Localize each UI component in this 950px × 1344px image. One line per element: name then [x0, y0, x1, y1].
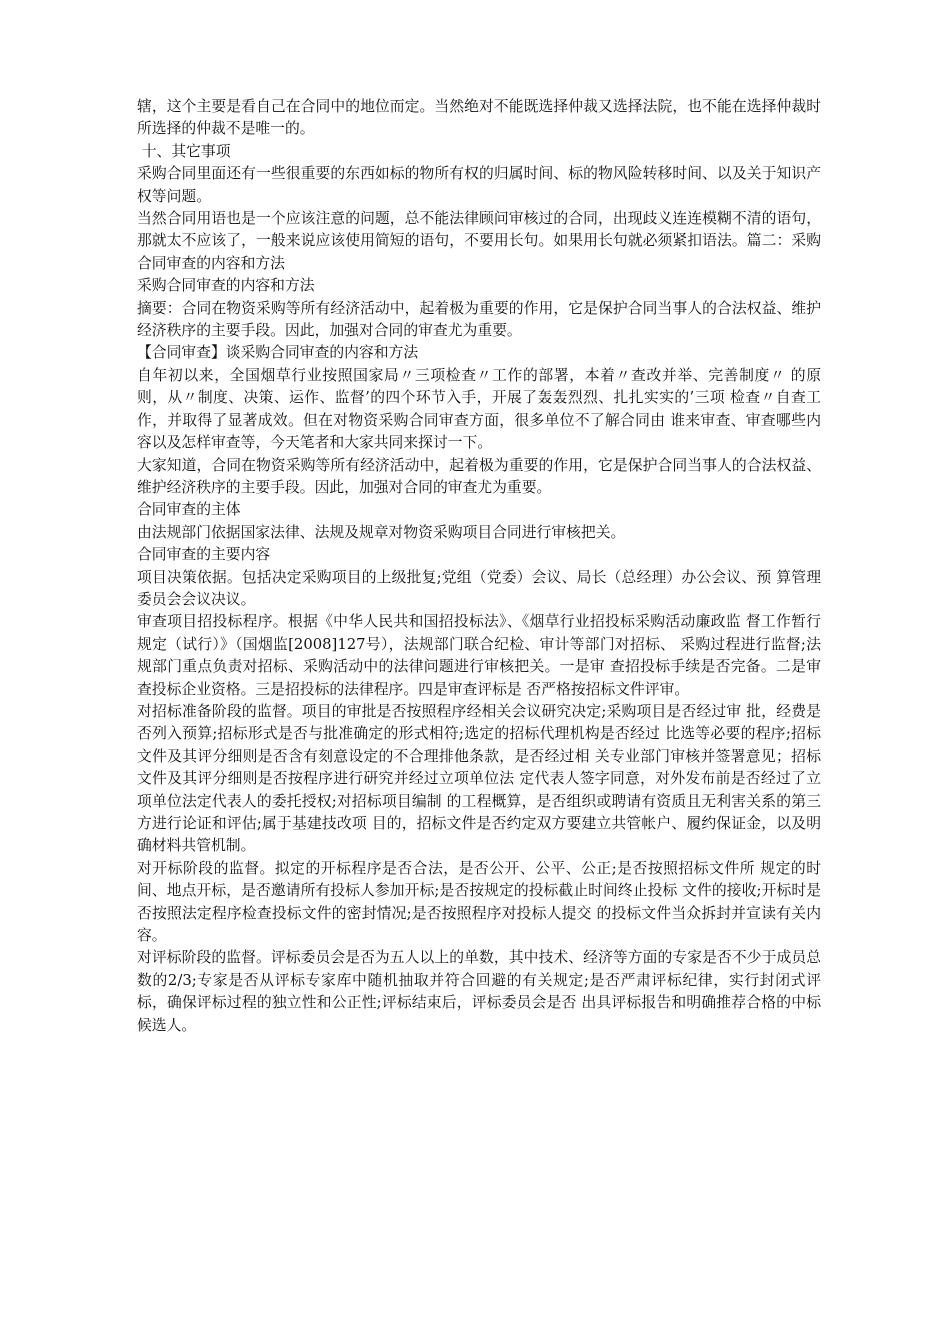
article-subtitle: 【合同审查】谈采购合同审查的内容和方法	[137, 344, 419, 362]
abstract-paragraph: 摘要：合同在物资采购等所有经济活动中，起着极为重要的作用，它是保护合同当事人的合法权益、维护经济秩序的主要手段。因此，加强对合同的审查尤为重要。	[137, 299, 821, 340]
section-heading-other-matters: 十、其它事项	[137, 142, 231, 160]
paragraph-ownership-risk: 采购合同里面还有一些很重要的东西如标的物所有权的归属时间、标的物风险转移时间、以及关于知识产权等问题。	[137, 165, 821, 205]
article-title: 采购合同审查的内容和方法	[137, 277, 315, 295]
paragraph-background: 自年初以来，全国烟草行业按照国家局〃三项检查〃工作的部署，本着〃查改并举、完善制度〃 的原则，从〃制度、决策、运作、监督’的四个环节入手，开展了轰轰烈烈、扎扎实实的’三项 检查〃自查工作，并取得了显著成效。但在对物资采购合同审查方面，很多单位不了解合同由 谁来审查、审查哪些内容以及怎样审查等，今天笔者和大家共同来探讨一下。	[137, 366, 821, 452]
paragraph-opening-stage: 对开标阶段的监督。拟定的开标程序是否合法，是否公开、公平、公正;是否按照招标文件所 规定的时间、地点开标，是否邀请所有投标人参加开标;是否按规定的投标截止时间终止投标 文件的接收;开标时是否按照法定程序检查投标文件的密封情况;是否按照程序对投标人提交 的投标文件当众拆封并宣读有关内容。	[137, 859, 821, 945]
paragraph-bidding-procedure: 审查项目招投标程序。根据《中华人民共和国招投标法》、《烟草行业招投标采购活动廉政监 督工作暂行规定（试行）》（国烟监[2008]127号），法规部门联合纪检、审计等部门对招标、 采购过程进行监督;法规部门重点负责对招标、采购活动中的法律问题进行审核把关。一是审 查招投标手续是否完备。二是审查投标企业资格。三是招投标的法律程序。四是审查评标是 否严格按招标文件评审。	[137, 613, 821, 698]
paragraph-evaluation-stage: 对评标阶段的监督。评标委员会是否为五人以上的单数，其中技术、经济等方面的专家是否不少于成员总数的2/3;专家是否从评标专家库中随机抽取并符合回避的有关规定;是否严肃评标纪律，实行封闭式评标，确保评标过程的独立性和公正性;评标结束后，评标委员会是否 出具评标报告和明确推荐合格的中标候选人。	[137, 949, 821, 1034]
paragraph-arbitration-end: 辖，这个主要是看自己在合同中的地位而定。当然绝对不能既选择仲裁又选择法院，也不能在选择仲裁时所选择的仲裁不是唯一的。	[137, 98, 821, 138]
heading-review-content: 合同审查的主要内容	[137, 546, 271, 564]
heading-review-subject: 合同审查的主体	[137, 501, 241, 519]
paragraph-importance: 大家知道，合同在物资采购等所有经济活动中，起着极为重要的作用，它是保护合同当事人的合法权益、维护经济秩序的主要手段。因此，加强对合同的审查尤为重要。	[137, 456, 821, 496]
paragraph-contract-language: 当然合同用语也是一个应该注意的问题，总不能法律顾问审核过的合同，出现歧义连连模糊不清的语句，那就太不应该了，一般来说应该使用简短的语句，不要用长句。如果用长句就必须紧扣语法。篇二：采购合同审查的内容和方法	[137, 210, 821, 272]
document-page	[137, 96, 821, 1037]
paragraph-review-subject: 由法规部门依据国家法律、法规及规章对物资采购项目合同进行审核把关。	[137, 523, 626, 541]
paragraph-decision-basis: 项目决策依据。包括决定采购项目的上级批复;党组（党委）会议、局长（总经理）办公会议、预 算管理委员会会议决议。	[137, 568, 821, 608]
paragraph-preparation-stage: 对招标准备阶段的监督。项目的审批是否按照程序经相关会议研究决定;采购项目是否经过审 批，经费是否列入预算;招标形式是否与批准确定的形式相符;选定的招标代理机构是否经过 比选等必要的程序;招标文件及其评分细则是否含有刻意设定的不合理排他条款，是否经过相 关专业部门审核并签署意见；招标文件及其评分细则是否按程序进行研究并经过立项单位法 定代表人签字同意，对外发布前是否经过了立项单位法定代表人的委托授权;对招标项目编制 的工程概算，是否组织或聘请有资质且无利害关系的第三方进行论证和评估;属于基建技改项 目的，招标文件是否约定双方要建立共管帐户、履约保证金，以及明确材料共管机制。	[137, 702, 821, 855]
